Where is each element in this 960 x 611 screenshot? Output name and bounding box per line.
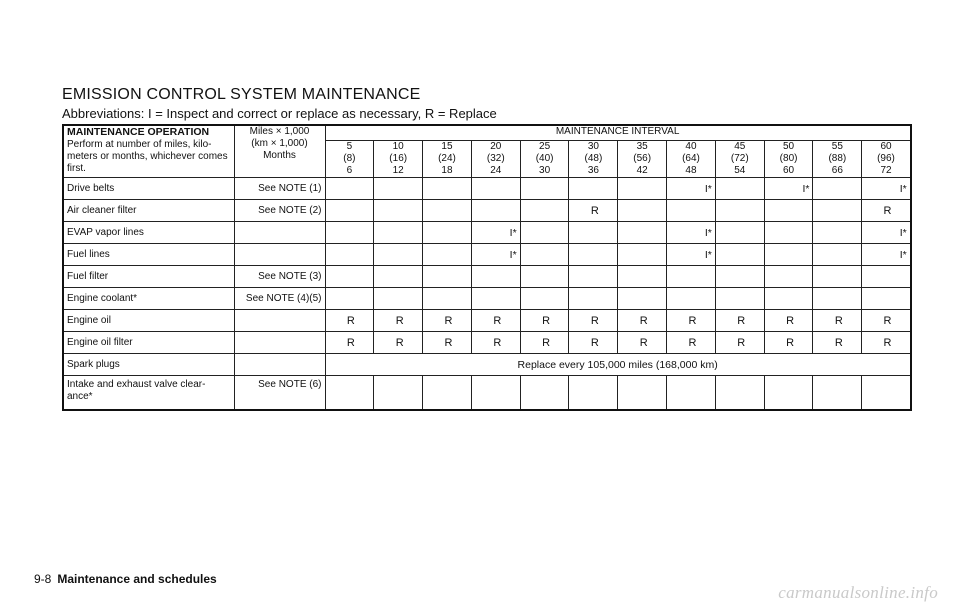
interval-value: R	[374, 310, 423, 332]
item-name: Fuel lines	[63, 244, 234, 266]
maintenance-rows	[63, 178, 911, 411]
interval-value	[325, 178, 374, 200]
interval-value	[715, 178, 764, 200]
page-title: EMISSION CONTROL SYSTEM MAINTENANCE	[62, 86, 421, 103]
item-note	[234, 222, 325, 244]
interval-value	[813, 266, 862, 288]
interval-value	[813, 178, 862, 200]
interval-value: I*	[471, 222, 520, 244]
interval-value	[325, 376, 374, 411]
interval-value	[423, 288, 472, 310]
interval-value	[569, 244, 618, 266]
table-row	[63, 332, 911, 354]
units-miles: Miles × 1,000	[249, 126, 310, 137]
item-name: Fuel filter	[63, 266, 234, 288]
interval-value	[618, 200, 667, 222]
operation-title: MAINTENANCE OPERATION	[67, 126, 210, 138]
interval-value: R	[715, 310, 764, 332]
interval-km: (88)	[828, 153, 847, 164]
maintenance-table	[62, 124, 912, 411]
interval-value: R	[618, 332, 667, 354]
interval-value	[471, 266, 520, 288]
interval-value	[764, 376, 813, 411]
interval-value	[764, 244, 813, 266]
page-footer	[34, 572, 217, 586]
interval-value	[715, 222, 764, 244]
units-km: (km × 1,000)	[251, 138, 308, 149]
interval-km: (32)	[486, 153, 505, 164]
table-row	[63, 288, 911, 310]
interval-value	[569, 288, 618, 310]
item-note: See NOTE (2)	[234, 200, 325, 222]
interval-km: (48)	[584, 153, 603, 164]
interval-value	[764, 200, 813, 222]
interval-value	[471, 200, 520, 222]
interval-cell	[520, 141, 569, 178]
interval-cell	[569, 141, 618, 178]
interval-value	[618, 376, 667, 411]
item-note	[234, 244, 325, 266]
interval-cell	[813, 141, 862, 178]
interval-miles: 50	[783, 141, 795, 152]
operation-header	[63, 125, 234, 178]
item-name: EVAP vapor lines	[63, 222, 234, 244]
interval-value	[813, 288, 862, 310]
interval-value: I*	[471, 244, 520, 266]
interval-value	[715, 244, 764, 266]
interval-km: (16)	[389, 153, 408, 164]
interval-value	[374, 222, 423, 244]
interval-value	[374, 244, 423, 266]
item-name: Drive belts	[63, 178, 234, 200]
interval-miles: 45	[734, 141, 746, 152]
interval-value	[667, 288, 716, 310]
interval-miles: 25	[539, 141, 551, 152]
interval-value	[569, 178, 618, 200]
interval-value	[520, 200, 569, 222]
interval-miles: 5	[346, 141, 353, 152]
interval-value	[667, 266, 716, 288]
interval-value	[423, 376, 472, 411]
interval-value	[862, 266, 911, 288]
interval-miles: 55	[831, 141, 843, 152]
interval-value	[423, 200, 472, 222]
interval-value	[569, 222, 618, 244]
interval-value: I*	[764, 178, 813, 200]
interval-value: R	[569, 310, 618, 332]
interval-value	[325, 222, 374, 244]
interval-value	[813, 244, 862, 266]
interval-cell	[325, 141, 374, 178]
interval-value	[715, 288, 764, 310]
interval-cell	[764, 141, 813, 178]
interval-value: R	[813, 332, 862, 354]
interval-km: (72)	[730, 153, 749, 164]
interval-months: 6	[346, 165, 353, 176]
interval-value	[715, 266, 764, 288]
interval-value	[618, 288, 667, 310]
interval-miles: 40	[685, 141, 697, 152]
interval-value	[862, 376, 911, 411]
interval-value	[423, 266, 472, 288]
interval-value: I*	[667, 178, 716, 200]
page-number: 9-8	[34, 572, 52, 586]
interval-months: 30	[539, 165, 551, 176]
section-title: Maintenance and schedules	[57, 572, 217, 586]
item-note: See NOTE (1)	[234, 178, 325, 200]
interval-value	[374, 288, 423, 310]
interval-value	[520, 376, 569, 411]
interval-value	[374, 376, 423, 411]
interval-value: R	[862, 310, 911, 332]
interval-value	[471, 178, 520, 200]
interval-value	[715, 376, 764, 411]
interval-value: R	[325, 332, 374, 354]
interval-value	[715, 200, 764, 222]
abbreviations-line: Abbreviations: I = Inspect and correct or replace as necessary, R = Replace	[62, 106, 497, 121]
interval-span-note: Replace every 105,000 miles (168,000 km)	[325, 354, 911, 376]
interval-value: R	[862, 332, 911, 354]
interval-value	[618, 266, 667, 288]
table-row	[63, 310, 911, 332]
item-name: Engine oil	[63, 310, 234, 332]
interval-cell	[374, 141, 423, 178]
interval-value: R	[471, 332, 520, 354]
interval-months: 18	[441, 165, 453, 176]
table-row	[63, 354, 911, 376]
interval-value	[618, 178, 667, 200]
item-name: Engine oil filter	[63, 332, 234, 354]
interval-value	[423, 178, 472, 200]
interval-miles: 60	[880, 141, 892, 152]
interval-months: 24	[490, 165, 502, 176]
interval-value: R	[374, 332, 423, 354]
interval-cell	[667, 141, 716, 178]
interval-km: (96)	[877, 153, 895, 164]
item-name: Spark plugs	[63, 354, 234, 376]
item-note: See NOTE (6)	[234, 376, 325, 411]
table-row	[63, 266, 911, 288]
interval-value: R	[569, 200, 618, 222]
interval-cell	[471, 141, 520, 178]
interval-miles: 35	[636, 141, 648, 152]
interval-miles: 20	[490, 141, 502, 152]
interval-cell	[862, 141, 911, 178]
interval-value	[520, 288, 569, 310]
interval-km: (40)	[535, 153, 554, 164]
table-row	[63, 222, 911, 244]
interval-km: (80)	[779, 153, 798, 164]
interval-value	[569, 266, 618, 288]
interval-km: (24)	[438, 153, 456, 164]
interval-months: 36	[587, 165, 599, 176]
item-note	[234, 332, 325, 354]
interval-value: R	[764, 310, 813, 332]
interval-value	[520, 244, 569, 266]
interval-value	[764, 288, 813, 310]
interval-months: 72	[880, 165, 892, 176]
interval-value: R	[520, 332, 569, 354]
units-header	[234, 125, 325, 178]
interval-header: MAINTENANCE INTERVAL	[325, 125, 911, 141]
interval-value: R	[325, 310, 374, 332]
interval-value: R	[764, 332, 813, 354]
interval-value: R	[569, 332, 618, 354]
interval-miles: 15	[441, 141, 453, 152]
interval-km: (8)	[343, 153, 356, 164]
table-row	[63, 376, 911, 411]
item-note: See NOTE (3)	[234, 266, 325, 288]
interval-miles: 10	[392, 141, 404, 152]
interval-km: (56)	[633, 153, 652, 164]
interval-value	[667, 376, 716, 411]
interval-value: R	[423, 332, 472, 354]
interval-value	[813, 376, 862, 411]
interval-value: R	[715, 332, 764, 354]
interval-value: I*	[667, 222, 716, 244]
interval-value: R	[471, 310, 520, 332]
interval-value: R	[520, 310, 569, 332]
interval-value	[813, 222, 862, 244]
interval-cell	[618, 141, 667, 178]
interval-value: I*	[862, 178, 911, 200]
interval-value	[325, 200, 374, 222]
interval-months: 42	[636, 165, 648, 176]
interval-km: (64)	[682, 153, 700, 164]
item-name: Air cleaner filter	[63, 200, 234, 222]
interval-value	[520, 222, 569, 244]
interval-months: 48	[685, 165, 697, 176]
units-months: Months	[263, 150, 296, 161]
interval-value: R	[618, 310, 667, 332]
table-row	[63, 178, 911, 200]
interval-value	[325, 266, 374, 288]
interval-value	[764, 266, 813, 288]
interval-value	[374, 266, 423, 288]
table-row	[63, 200, 911, 222]
item-note: See NOTE (4)(5)	[234, 288, 325, 310]
interval-value: I*	[862, 244, 911, 266]
interval-value: R	[667, 310, 716, 332]
interval-value	[325, 288, 374, 310]
item-name: Engine coolant*	[63, 288, 234, 310]
interval-value	[325, 244, 374, 266]
interval-cell	[423, 141, 472, 178]
interval-cell	[715, 141, 764, 178]
interval-months: 66	[831, 165, 843, 176]
interval-value: R	[423, 310, 472, 332]
interval-value	[667, 200, 716, 222]
interval-value: I*	[667, 244, 716, 266]
interval-value	[374, 200, 423, 222]
item-name: Intake and exhaust valve clear-ance*	[63, 376, 234, 411]
table-row	[63, 244, 911, 266]
interval-months: 60	[783, 165, 795, 176]
watermark: carmanualsonline.info	[778, 583, 938, 602]
interval-value	[520, 178, 569, 200]
item-note	[234, 310, 325, 332]
interval-value	[618, 222, 667, 244]
operation-description: Perform at number of miles, kilo-meters or months, whichever comes first.	[67, 139, 228, 174]
interval-value	[813, 200, 862, 222]
interval-value	[471, 288, 520, 310]
interval-months: 12	[392, 165, 404, 176]
interval-value: R	[862, 200, 911, 222]
interval-months: 54	[734, 165, 746, 176]
interval-value	[618, 244, 667, 266]
interval-value	[471, 376, 520, 411]
interval-value	[423, 222, 472, 244]
interval-value	[374, 178, 423, 200]
interval-value	[569, 376, 618, 411]
interval-value	[862, 288, 911, 310]
item-note	[234, 354, 325, 376]
interval-value	[520, 266, 569, 288]
interval-value: R	[813, 310, 862, 332]
interval-value: R	[667, 332, 716, 354]
interval-value	[423, 244, 472, 266]
interval-value	[764, 222, 813, 244]
interval-value: I*	[862, 222, 911, 244]
interval-miles: 30	[587, 141, 599, 152]
